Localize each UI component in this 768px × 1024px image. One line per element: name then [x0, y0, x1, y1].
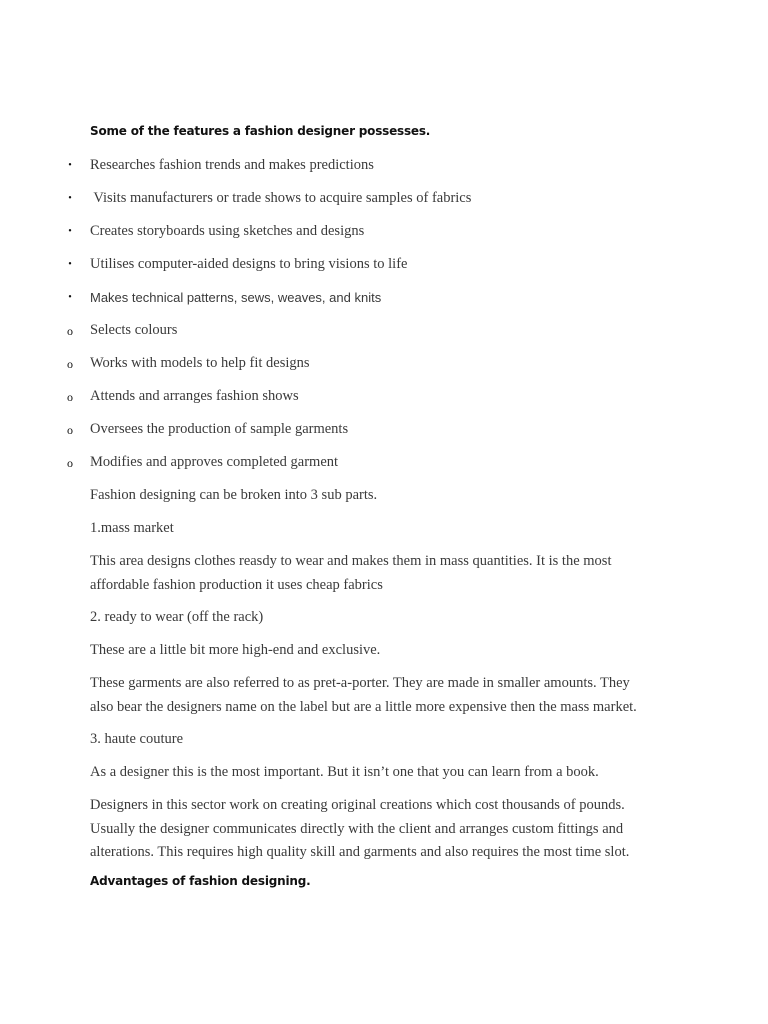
paragraph-line: alterations. This requires high quality skill and garments and also requires the most time slot.: [90, 844, 630, 860]
paragraph-line: affordable fashion production it uses cheap fabrics: [90, 576, 383, 593]
section-paragraph: As a designer this is the most important. But it isn’t one that you can learn from a book.: [90, 764, 599, 780]
section-title: 3. haute couture: [90, 731, 184, 747]
bullet-marker: •: [68, 259, 72, 270]
list-item: Makes technical patterns, sews, weaves, and knits: [90, 290, 382, 305]
list-item: Researches fashion trends and makes predictions: [90, 157, 374, 173]
advantages-heading: Advantages of fashion designing.: [90, 874, 311, 888]
section-paragraph: [90, 550, 690, 597]
sub-bullet-marker: o: [67, 423, 73, 437]
bullet-marker: •: [68, 292, 72, 303]
section-paragraph: [90, 794, 690, 865]
sub-bullet-marker: o: [67, 390, 73, 404]
section-paragraph: [90, 672, 690, 719]
paragraph-line: Usually the designer communicates directly with the client and arranges custom fittings and: [90, 820, 624, 837]
bullet-marker: •: [68, 160, 72, 171]
paragraph-line: These garments are also referred to as pret-a-porter. They are made in smaller amounts. They: [90, 675, 630, 691]
paragraph-line: This area designs clothes reasdy to wear and makes them in mass quantities. It is the most: [90, 553, 612, 569]
intro-paragraph: Fashion designing can be broken into 3 sub parts.: [90, 487, 378, 503]
list-item: Utilises computer-aided designs to bring visions to life: [90, 256, 408, 272]
list-item: Oversees the production of sample garments: [90, 421, 349, 437]
paragraph-line: Designers in this sector work on creating original creations which cost thousands of pounds.: [90, 797, 625, 813]
list-item: Creates storyboards using sketches and designs: [90, 223, 365, 239]
list-item: Attends and arranges fashion shows: [90, 388, 299, 404]
bullet-marker: •: [68, 226, 72, 237]
section-paragraph: These are a little bit more high-end and exclusive.: [90, 642, 381, 658]
section-title: 1.mass market: [90, 520, 174, 536]
sub-bullet-marker: o: [67, 456, 73, 470]
sub-bullet-marker: o: [67, 324, 73, 338]
list-item: Selects colours: [90, 322, 178, 338]
page-title: Some of the features a fashion designer possesses.: [90, 124, 431, 138]
list-item: Visits manufacturers or trade shows to acquire samples of fabrics: [90, 190, 472, 206]
paragraph-line: also bear the designers name on the label but are a little more expensive then the mass market.: [90, 698, 637, 715]
bullet-marker: •: [68, 193, 72, 204]
sub-bullet-marker: o: [67, 357, 73, 371]
list-item: Works with models to help fit designs: [90, 355, 310, 371]
section-title: 2. ready to wear (off the rack): [90, 609, 264, 625]
list-item: Modifies and approves completed garment: [90, 454, 339, 470]
